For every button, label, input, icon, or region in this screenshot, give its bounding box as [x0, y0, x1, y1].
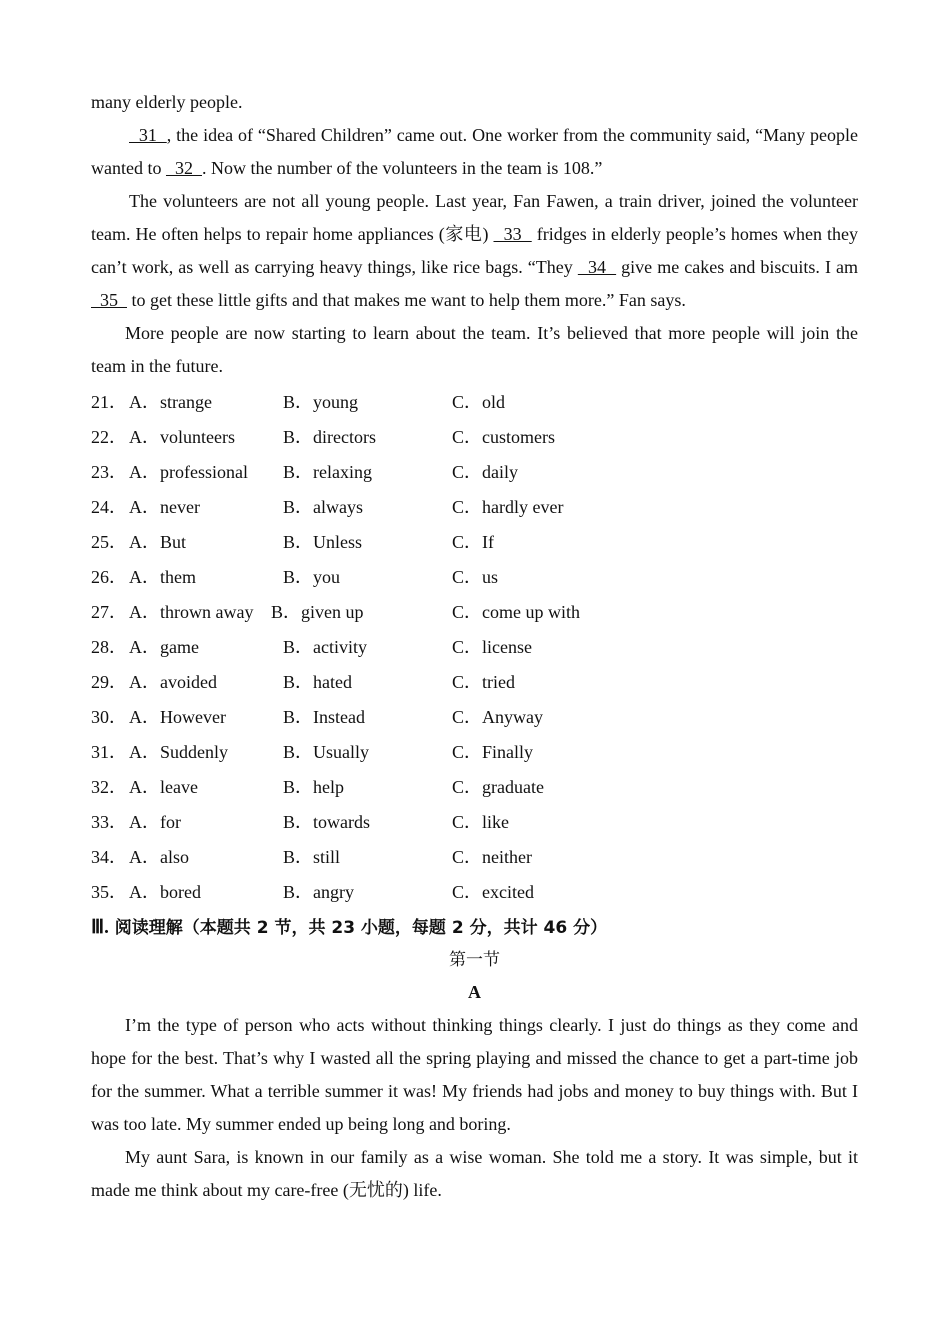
- option-b: B．always: [283, 497, 363, 517]
- document-page: [91, 86, 858, 1207]
- option-b: B．given up: [271, 602, 364, 622]
- blank-32: 32: [165, 158, 202, 178]
- question-number: 21．: [91, 392, 127, 412]
- option-row-32: [91, 770, 858, 805]
- option-c: C．customers: [452, 427, 555, 447]
- option-row-28: [91, 630, 858, 665]
- question-number: 25．: [91, 532, 127, 552]
- option-a: A．Suddenly: [129, 742, 228, 762]
- question-number: 32．: [91, 777, 127, 797]
- question-number: 30．: [91, 707, 127, 727]
- paragraph-text: give me cakes and biscuits. I am: [616, 257, 859, 277]
- option-row-26: [91, 560, 858, 595]
- option-a: A．for: [129, 812, 181, 832]
- option-b: B．still: [283, 847, 341, 867]
- section-title: 阅读理解（本题共 2 节，共 23 小题，每题 2 分，共计 46 分）: [108, 918, 608, 938]
- question-number: 33．: [91, 812, 127, 832]
- option-row-35: [91, 875, 858, 910]
- passage-paragraph-4: More people are now starting to learn about the team. It’s believed that more people will join the team in the future.: [91, 323, 858, 376]
- option-c: C．old: [452, 392, 506, 412]
- option-a: A．professional: [129, 462, 248, 482]
- option-a: A．also: [129, 847, 189, 867]
- paragraph-text: . Now the number of the volunteers in the team is 108.”: [201, 158, 603, 178]
- question-number: 22．: [91, 427, 127, 447]
- passage-paragraph-2: [91, 119, 858, 185]
- paragraph-text: , the idea of “Shared Children” came out. One worker from the community said, “Many people wanted to: [91, 125, 858, 178]
- question-number: 31．: [91, 742, 127, 762]
- passage-letter: A: [468, 982, 481, 1002]
- passage-paragraph-3: [91, 185, 858, 317]
- option-b: B．Usually: [283, 742, 370, 762]
- option-a: A．them: [129, 567, 196, 587]
- blank-34: 34: [577, 257, 617, 277]
- option-c: C．like: [452, 812, 509, 832]
- option-c: C．Anyway: [452, 707, 543, 727]
- option-b: B．young: [283, 392, 359, 412]
- option-b: B．hated: [283, 672, 352, 692]
- option-c: C．excited: [452, 882, 534, 902]
- paragraph-text: The volunteers are not all young people. Last year, Fan Fawen, a train driver, joined the volunteer team. He often helps to repair home appliances (家电): [91, 191, 858, 244]
- option-row-23: [91, 455, 858, 490]
- option-c: C．neither: [452, 847, 532, 867]
- blank-31: 31: [129, 125, 167, 145]
- paragraph-text: fridges in elderly people’s homes when they can’t work, as well as carrying heavy things, like rice bags. “They: [91, 224, 859, 277]
- option-row-33: [91, 805, 858, 840]
- option-a: A．leave: [129, 777, 198, 797]
- blank-35: 35: [91, 290, 127, 310]
- option-c: C．graduate: [452, 777, 544, 797]
- option-row-30: [91, 700, 858, 735]
- option-row-25: [91, 525, 858, 560]
- paragraph-text: to get these little gifts and that makes me want to help them more.” Fan says.: [127, 290, 686, 310]
- option-b: B．activity: [283, 637, 367, 657]
- option-row-34: [91, 840, 858, 875]
- question-number: 28．: [91, 637, 127, 657]
- option-row-29: [91, 665, 858, 700]
- option-b: B．help: [283, 777, 344, 797]
- passage-paragraph-1: many elderly people.: [91, 92, 243, 112]
- option-b: B．towards: [283, 812, 370, 832]
- option-c: C．hardly ever: [452, 497, 564, 517]
- question-number: 24．: [91, 497, 127, 517]
- option-c: C．come up with: [452, 602, 580, 622]
- question-number: 26．: [91, 567, 127, 587]
- option-a: A．avoided: [129, 672, 217, 692]
- section-heading: [91, 910, 858, 945]
- option-c: C．us: [452, 567, 499, 587]
- question-number: 35．: [91, 882, 127, 902]
- question-number: 27．: [91, 602, 127, 622]
- reading-paragraph-1: I’m the type of person who acts without thinking things clearly. I just do things as they come and hope for the best. That’s why I wasted all the spring playing and missed the chance to get a part-time job for the summer. What a terrible summer it was! My friends had jobs and money to buy things with. But I was too late. My summer ended up being long and boring.: [91, 1015, 858, 1134]
- option-b: B．you: [283, 567, 341, 587]
- option-b: B．Unless: [283, 532, 363, 552]
- option-b: B．relaxing: [283, 462, 372, 482]
- blank-33: 33: [493, 224, 532, 244]
- question-number: 34．: [91, 847, 127, 867]
- option-row-31: [91, 735, 858, 770]
- option-row-22: [91, 420, 858, 455]
- option-row-27: [91, 595, 858, 630]
- section-numeral: Ⅲ.: [91, 917, 109, 938]
- option-c: C．tried: [452, 672, 515, 692]
- option-a: A．strange: [129, 392, 212, 412]
- option-a: A．However: [129, 707, 226, 727]
- option-row-24: [91, 490, 858, 525]
- option-a: A．game: [129, 637, 199, 657]
- part-heading: 第一节: [449, 950, 500, 970]
- option-c: C．license: [452, 637, 532, 657]
- option-c: C．Finally: [452, 742, 534, 762]
- option-b: B．directors: [283, 427, 376, 447]
- option-a: A．never: [129, 497, 200, 517]
- options-list: [91, 385, 858, 910]
- reading-paragraph-2: My aunt Sara, is known in our family as a wise woman. She told me a story. It was simple, but it made me think about my care-free (无忧的) life.: [91, 1147, 858, 1200]
- option-a: A．But: [129, 532, 187, 552]
- option-c: C．If: [452, 532, 494, 552]
- option-row-21: [91, 385, 858, 420]
- question-number: 23．: [91, 462, 127, 482]
- option-c: C．daily: [452, 462, 518, 482]
- question-number: 29．: [91, 672, 127, 692]
- option-a: A．bored: [129, 882, 201, 902]
- option-a: A．thrown away: [129, 602, 254, 622]
- option-a: A．volunteers: [129, 427, 235, 447]
- option-b: B．Instead: [283, 707, 365, 727]
- option-b: B．angry: [283, 882, 354, 902]
